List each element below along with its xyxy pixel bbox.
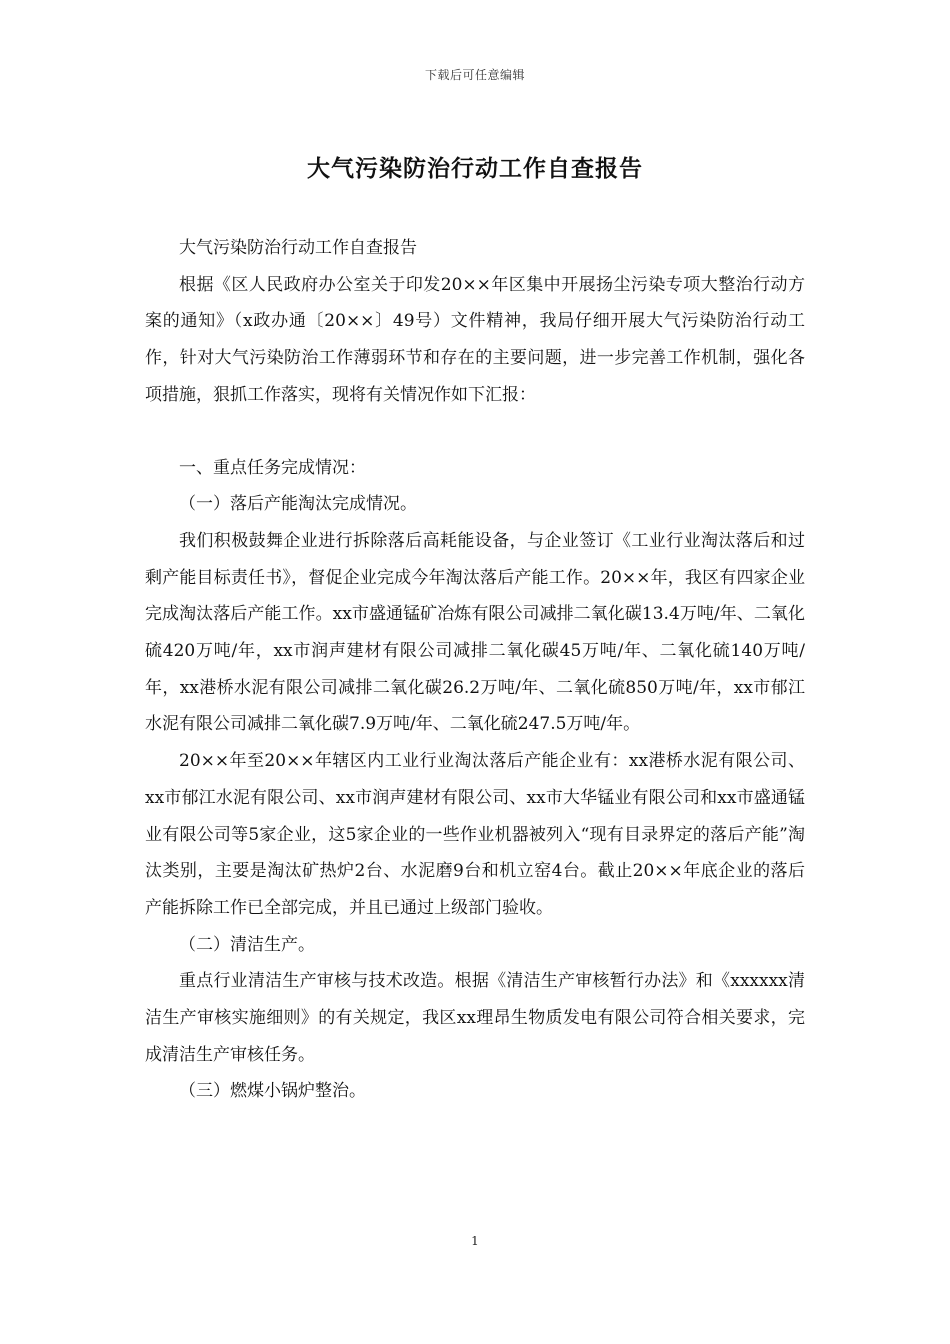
header-note: 下载后可任意编辑 <box>424 68 525 82</box>
document-title: 大气污染防治行动工作自查报告 <box>307 155 643 182</box>
section-heading-1: 一、重点任务完成情况： <box>179 457 366 478</box>
paragraph-subtitle: 大气污染防治行动工作自查报告 <box>179 238 417 258</box>
paragraph-clean-production: 重点行业清洁生产审核与技术改造。根据《清洁生产审核暂行办法》和《xxxxxx清洁生产审核实施细则》的有关规定，我区xx理昂生物质发电有限公司符合相关要求，完成清洁生产审核任务。 <box>145 971 805 1065</box>
paragraph-capacity-elimination: 我们积极鼓舞企业进行拆除落后高耗能设备，与企业签订《工业行业淘汰落后和过剩产能目标责任书》，督促企业完成今年淘汰落后产能工作。20××年，我区有四家企业完成淘汰落后产能工作。xx市盛通锰矿冶炼有限公司减排二氧化碳13.4万吨/年、二氧化硫420万吨/年，xx市润声建材有限公司减排二氧化碳45万吨/年、二氧化硫140万吨/年，xx港桥水泥有限公司减排二氧化碳26.2万吨/年、二氧化硫850万吨/年，xx市郁江水泥有限公司减排二氧化碳7.9万吨/年、二氧化硫247.5万吨/年。 <box>145 530 805 735</box>
paragraph-intro: 根据《区人民政府办公室关于印发20××年区集中开展扬尘污染专项大整治行动方案的通知》（x政办通〔20××〕49号）文件精神，我局仔细开展大气污染防治行动工作，针对大气污染防治工作薄弱环节和存在的主要问题，进一步完善工作机制，强化各项措施，狠抓工作落实，现将有关情况作如下汇报： <box>145 274 805 405</box>
subsection-heading-1: （一）落后产能淘汰完成情况。 <box>179 494 417 515</box>
paragraph-eliminated-enterprises: 20××年至20××年辖区内工业行业淘汰落后产能企业有：xx港桥水泥有限公司、xx市郁江水泥有限公司、xx市润声建材有限公司、xx市大华锰业有限公司和xx市盛通锰业有限公司等5家企业，这5家企业的一些作业机器被列入“现有目录界定的落后产能”淘汰类别，主要是淘汰矿热炉2台、水泥磨9台和机立窑4台。截止20××年底企业的落后产能拆除工作已全部完成，并且已通过上级部门验收。 <box>145 751 805 918</box>
page-number: 1 <box>471 1234 479 1248</box>
subsection-heading-3: （三）燃煤小锅炉整治。 <box>179 1081 366 1102</box>
subsection-heading-2: （二）清洁生产。 <box>179 934 315 955</box>
document-body <box>145 230 805 1110</box>
